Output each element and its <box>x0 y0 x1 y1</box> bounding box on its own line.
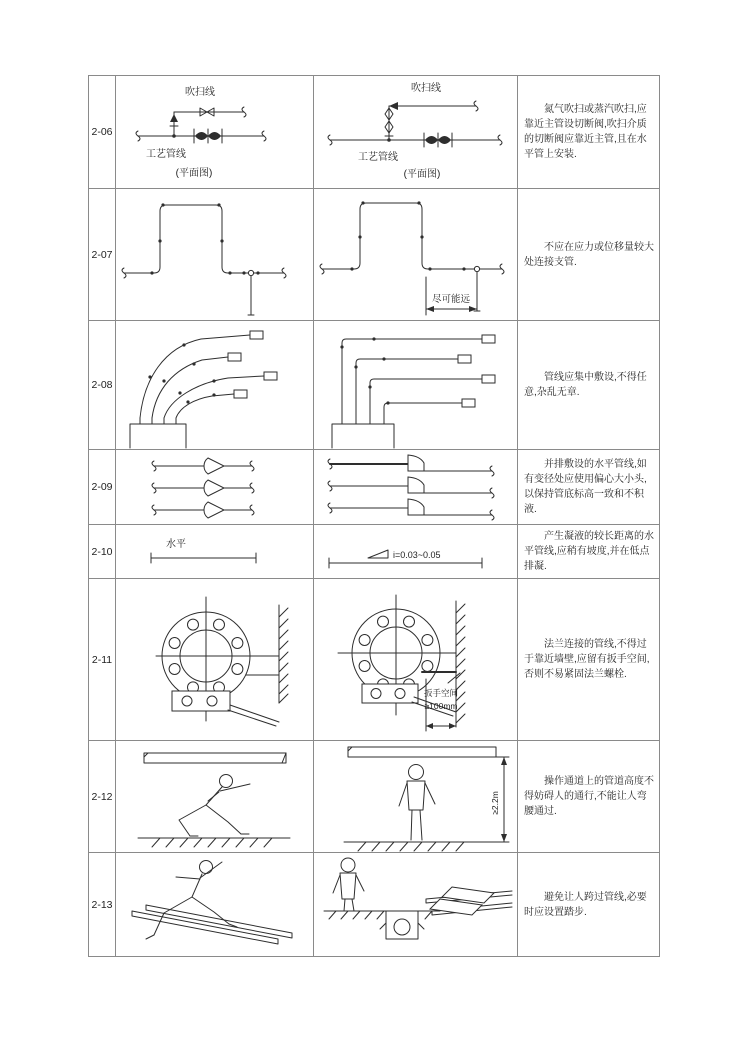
dimension <box>426 277 477 315</box>
process-line <box>328 133 502 147</box>
row-id-label: 2-13 <box>91 898 113 911</box>
instrument-box-icon <box>250 331 263 339</box>
instrument-box-icon <box>264 372 277 380</box>
expansion-loop <box>320 201 504 274</box>
row-id <box>89 450 116 524</box>
view-label: (平面图) <box>403 169 441 180</box>
process-line <box>136 129 266 143</box>
diagram-left <box>116 76 314 188</box>
min-height-label: ≥2.2m <box>490 791 500 815</box>
row-id-label: 2-08 <box>91 379 113 391</box>
diagram-2-10-left <box>116 525 312 578</box>
dimension <box>484 757 509 842</box>
step-over-pipes <box>426 887 512 915</box>
eccentric-reducer-icon <box>408 499 424 515</box>
diagram-2-13-right <box>314 853 516 955</box>
process-line-label: 工艺管线 <box>358 152 398 163</box>
description-text: 不应在应力或位移量较大处连接支管. <box>524 241 654 268</box>
diagram-right <box>314 189 518 320</box>
person-figure <box>333 858 364 911</box>
pipe-icon <box>144 753 286 763</box>
description-text: 产生凝液的较长距离的水平管线,应稍有坡度,并在低点排凝. <box>524 531 654 572</box>
purge-line-label: 吹扫线 <box>185 87 215 98</box>
table-row <box>89 853 659 956</box>
description-text: 避免让人跨过管线,必要时应设置踏步. <box>524 891 647 918</box>
ground-hatch <box>138 838 290 847</box>
diagram-2-11-left <box>116 579 312 740</box>
as-far-as-possible-label: 尽可能远 <box>431 294 471 305</box>
row-id-label: 2-12 <box>91 790 113 803</box>
instrument-box-icon <box>482 375 495 383</box>
description-text: 氮气吹扫或蒸汽吹扫,应靠近主管设切断阀,吹扫介质的切断阀应靠近主管,且在水平管上安装. <box>524 104 647 160</box>
description-text: 管线应集中敷设,不得任意,杂乱无章. <box>524 372 647 398</box>
diagram-left <box>116 321 314 449</box>
concentric-reducer-icon <box>204 480 224 496</box>
table-row <box>89 76 659 189</box>
arrow-icon <box>389 102 398 110</box>
description-text: 操作通道上的管道高度不得妨碍人的通行,不能让人弯腰通过. <box>524 776 654 817</box>
wrench-icon <box>172 691 279 726</box>
row-description <box>518 76 659 188</box>
trench-with-pipe <box>380 911 424 939</box>
diagram-left <box>116 525 314 578</box>
row-id <box>89 321 116 449</box>
arrow-icon <box>170 114 178 122</box>
pipe-icon <box>348 747 496 757</box>
guideline-table <box>88 75 660 957</box>
description-text: 法兰连接的管线,不得过于靠近墙壁,应留有扳手空间,否则不易紧固法兰螺栓. <box>524 639 650 680</box>
diagram-right <box>314 450 518 524</box>
expansion-loop <box>122 203 286 278</box>
diagram-2-06-right <box>314 76 516 188</box>
diagram-left <box>116 579 314 740</box>
wall-hatch <box>279 605 288 703</box>
table-row <box>89 525 659 579</box>
diagram-2-12-right <box>314 741 516 852</box>
slope-label: i=0.03~0.05 <box>393 550 441 560</box>
diagram-2-07-left <box>116 189 312 320</box>
person-figure <box>399 765 435 841</box>
row-id-label: 2-09 <box>91 481 113 493</box>
description-text: 并排敷设的水平管线,如有变径处应使用偏心大小头,以保持管底标高一致和不积液. <box>524 459 647 515</box>
table-row <box>89 741 659 853</box>
row-id-label: 2-11 <box>91 653 113 666</box>
view-label: (平面图) <box>175 168 213 179</box>
instrument-box-icon <box>234 390 247 398</box>
diagram-2-13-left <box>116 853 312 955</box>
diagram-right <box>314 525 518 578</box>
concentric-reducer-icon <box>204 502 224 518</box>
diagram-right <box>314 741 518 852</box>
instrument-box-icon <box>228 353 241 361</box>
diagram-2-08-left <box>116 321 312 449</box>
row-description <box>518 741 659 852</box>
diagram-2-09-left <box>116 450 312 524</box>
vessel-icon <box>332 418 394 448</box>
diagram-2-10-right <box>314 525 516 578</box>
row-description <box>518 450 659 524</box>
min-dimension-label: ≥100mm <box>424 701 458 711</box>
diagram-2-06-left <box>116 76 312 188</box>
diagram-2-12-left <box>116 741 312 852</box>
ground-hatch <box>344 842 484 851</box>
row-description <box>518 321 659 449</box>
row-id <box>89 853 116 956</box>
row-id <box>89 189 116 320</box>
diagram-2-11-right <box>314 579 516 740</box>
diagram-right <box>314 579 518 740</box>
table-row <box>89 189 659 321</box>
row-description <box>518 525 659 578</box>
row-description <box>518 579 659 740</box>
diagram-2-07-right <box>314 189 516 320</box>
table-row <box>89 450 659 525</box>
row-id-label: 2-10 <box>91 545 113 558</box>
support-icon <box>474 266 480 311</box>
row-id <box>89 741 116 852</box>
purge-line-label: 吹扫线 <box>411 83 441 94</box>
row-id <box>89 76 116 188</box>
eccentric-reducer-icon <box>408 455 424 471</box>
table-row <box>89 579 659 741</box>
row-id <box>89 525 116 578</box>
diagram-left <box>116 189 314 320</box>
table-row <box>89 321 659 450</box>
row-id-label: 2-07 <box>91 248 113 261</box>
process-line-label: 工艺管线 <box>146 149 186 160</box>
diagram-right <box>314 321 518 449</box>
slope-mark-icon <box>368 550 388 558</box>
purge-line <box>385 101 478 140</box>
diagram-left <box>116 450 314 524</box>
diagram-right <box>314 76 518 188</box>
wrench-space-label: 扳手空间 <box>423 688 459 698</box>
diagram-right <box>314 853 518 956</box>
row-description <box>518 853 659 956</box>
horizontal-label: 水平 <box>166 539 186 550</box>
instrument-box-icon <box>462 399 475 407</box>
diagram-left <box>116 853 314 956</box>
row-description <box>518 189 659 320</box>
diagram-2-08-right <box>314 321 516 449</box>
ground-hatch <box>324 911 440 919</box>
random-pipes <box>140 331 277 418</box>
concentric-reducer-lines <box>152 458 254 518</box>
diagram-left <box>116 741 314 852</box>
support-icon <box>248 270 254 315</box>
row-id <box>89 579 116 740</box>
eccentric-reducer-lines <box>328 455 494 520</box>
eccentric-reducer-icon <box>408 477 424 493</box>
instrument-box-icon <box>458 355 471 363</box>
vessel-icon <box>130 418 186 448</box>
diagram-2-09-right <box>314 450 516 524</box>
orderly-pipes <box>340 335 495 418</box>
person-figure <box>179 775 250 837</box>
instrument-box-icon <box>482 335 495 343</box>
concentric-reducer-icon <box>204 458 224 474</box>
row-id-label: 2-06 <box>91 126 113 138</box>
